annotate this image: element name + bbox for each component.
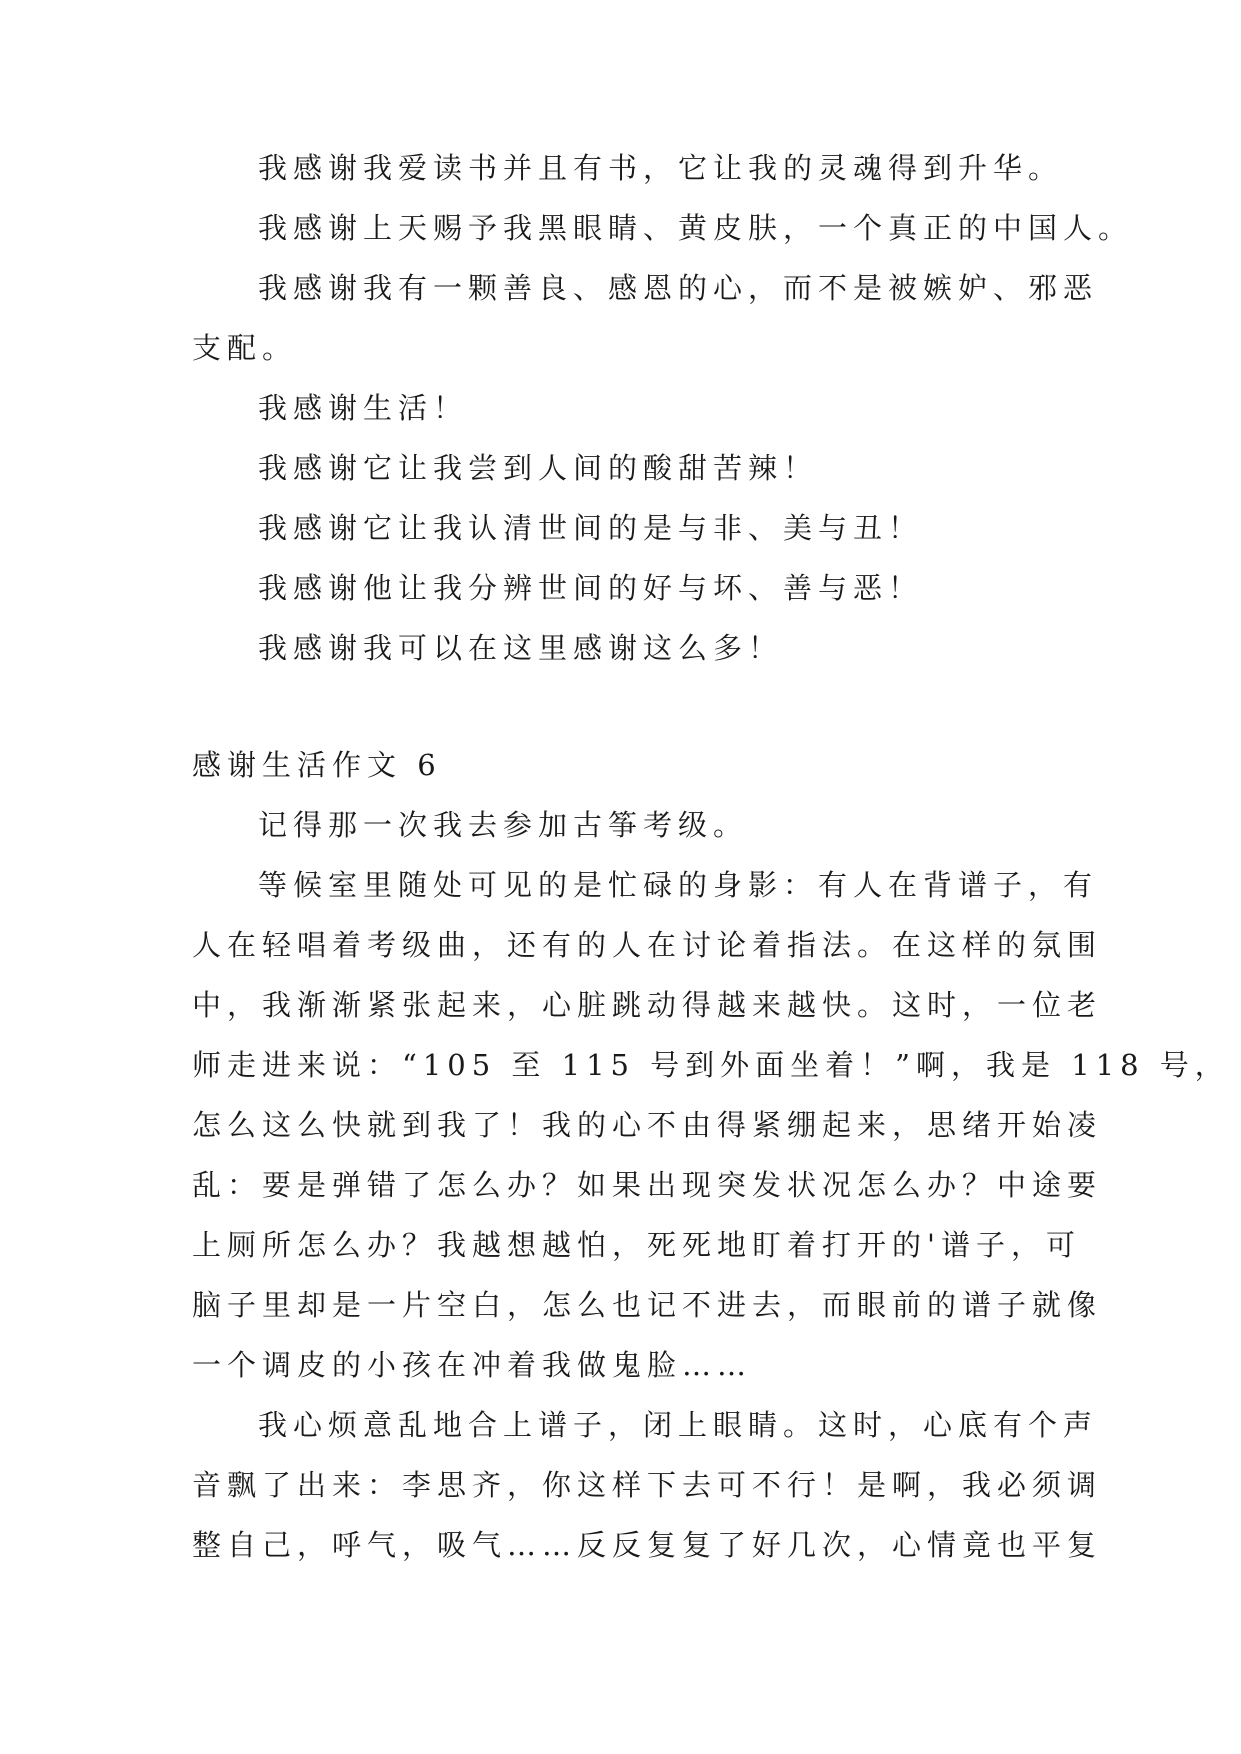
paragraph-line: 中，我渐渐紧张起来，心脏跳动得越来越快。这时，一位老 <box>192 988 1103 1022</box>
paragraph-line: 怎么这么快就到我了！我的心不由得紧绷起来，思绪开始凌 <box>192 1108 1103 1142</box>
paragraph-line: 记得那一次我去参加古筝考级。 <box>258 808 749 842</box>
paragraph-line: 师走进来说：“105 至 115 号到外面坐着！”啊，我是 118 号， <box>192 1048 1230 1082</box>
paragraph-line: 等候室里随处可见的是忙碌的身影：有人在背谱子，有 <box>258 868 1099 902</box>
section-heading: 感谢生活作文 6 <box>192 748 442 782</box>
paragraph-line: 一个调皮的小孩在冲着我做鬼脸…… <box>192 1348 753 1382</box>
paragraph-line: 我感谢我有一颗善良、感恩的心，而不是被嫉妒、邪恶 <box>258 271 1099 305</box>
paragraph-line: 音飘了出来：李思齐，你这样下去可不行！是啊，我必须调 <box>192 1468 1103 1502</box>
paragraph-line: 我感谢他让我分辨世间的好与坏、善与恶！ <box>258 571 924 605</box>
paragraph-line: 支配。 <box>192 331 298 365</box>
paragraph-line: 整自己，呼气，吸气……反反复复了好几次，心情竟也平复 <box>192 1528 1103 1562</box>
paragraph-line: 乱：要是弹错了怎么办？如果出现突发状况怎么办？中途要 <box>192 1168 1103 1202</box>
paragraph-line: 人在轻唱着考级曲，还有的人在讨论着指法。在这样的氛围 <box>192 928 1103 962</box>
paragraph-line: 我感谢我爱读书并且有书，它让我的灵魂得到升华。 <box>258 151 1064 185</box>
paragraph-line: 我心烦意乱地合上谱子，闭上眼睛。这时，心底有个声 <box>258 1408 1099 1442</box>
paragraph-line: 我感谢我可以在这里感谢这么多！ <box>258 631 784 665</box>
paragraph-line: 我感谢它让我认清世间的是与非、美与丑！ <box>258 511 924 545</box>
paragraph-line: 我感谢生活！ <box>258 391 469 425</box>
paragraph-line: 脑子里却是一片空白，怎么也记不进去，而眼前的谱子就像 <box>192 1288 1103 1322</box>
paragraph-line: 上厕所怎么办？我越想越怕，死死地盯着打开的'谱子，可 <box>192 1228 1081 1262</box>
paragraph-line: 我感谢上天赐予我黑眼睛、黄皮肤，一个真正的中国人。 <box>258 211 1134 245</box>
paragraph-line: 我感谢它让我尝到人间的酸甜苦辣！ <box>258 451 819 485</box>
